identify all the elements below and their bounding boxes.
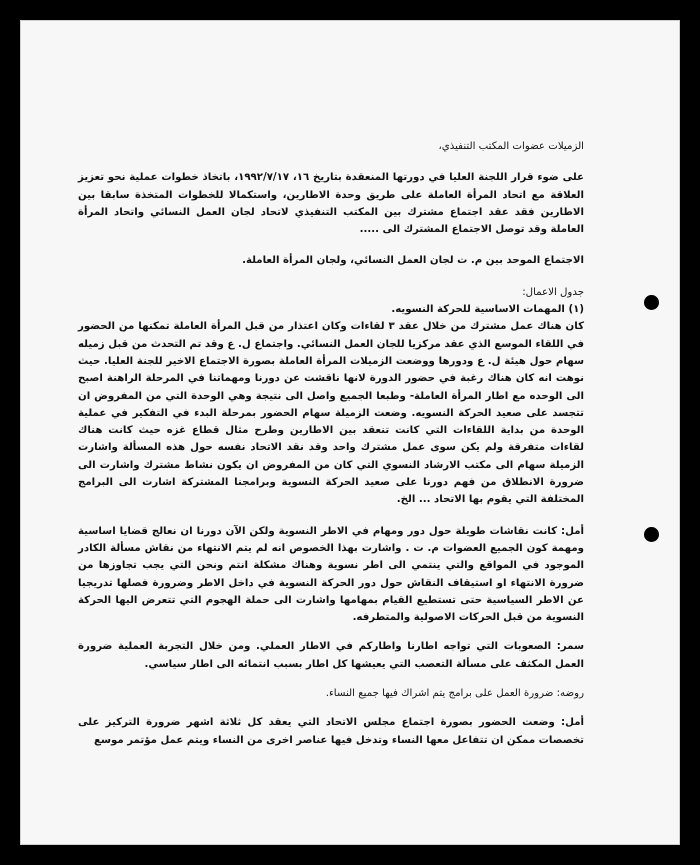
salutation: الزميلات عضوات المكتب التنفيذي، [438,141,584,152]
intro-paragraph: على ضوء قرار اللجنة العليا في دورتها المنعقدة بتاريخ ١٦، ١٩٩٢/٧/١٧، باتخاذ خطوات عملية نحو تعزيز العلاقة مع اتحاد المرأة العاملة على طريق وحدة الاطارين، واستكمالا للخطوات المتخذة سابقا بين الاطارين فقد عقد اجتماع مشترك بين المكتب التنفيذي لاتحاد لجان العمل النسائي واتحاد المرأة العاملة وقد توصل الاجتماع المشترك الى ..... [78,172,585,236]
meeting-line: الاجتماع الموحد بين م. ت لجان العمل النسائي، ولجان المرأة العاملة. [242,255,584,267]
agenda-item-1: (١) المهمات الاساسية للحركة النسويه. [391,304,584,316]
samar-paragraph: سمر: الصعوبات التي تواجه اطارنا واطاركم في الاطار العملي. ومن خلال التجربة العملية ضرورة العمل المكثف على مسألة التعصب التي يعيشها كل اطار بسبب انتمائه الى اطار سياسي. [78,641,584,670]
document-page [20,20,680,845]
letter-body [78,138,584,749]
amal-paragraph-2: أمل: وضعت الحضور بصورة اجتماع مجلس الاتحاد التي يعقد كل ثلاثة اشهر ضرورة التركيز على تخصصات ممكن ان تتفاعل معها النساء وتدخل فيها عناصر اخرى من النساء ويتم عمل مؤتمر موسع [78,717,584,746]
punch-hole-top [644,295,659,310]
agenda-label: جدول الاعمال: [522,286,584,298]
rawda-paragraph: روضه: ضرورة العمل على برامج يتم اشراك فيها جميع النساء. [325,688,584,700]
amal-paragraph-1: أمل: كانت نقاشات طويلة حول دور ومهام في الاطر النسوية ولكن الآن دورنا ان نعالج قضايا اساسية ومهمة كون الجميع العضوات م. ت . واشارت بهذا الخصوص انه لم يتم الانتهاء من نقاش مسألة الكادر الموجود في المواقع والتي ينتمي الى اطر نسوية وهناك مشكلة انتم ونحن التي يجب تجاوزها من ضرورة الانتهاء او استيقاف النقاش حول دور الحركة النسوية في داخل الاطر وضرورة فصلها تدريجيا عن الاطر السياسية حتى تستطيع القيام بمهامها واشارت الى حملة الهجوم التي تتعرض اليها الحركة النسوية من قبل الحركات الاصولية والمتطرفه. [78,525,584,624]
punch-hole-bottom [644,527,659,542]
discussion-paragraph: كان هناك عمل مشترك من خلال عقد ٣ لقاءات وكان اعتذار من قبل المرأة العاملة تمكنها من الحضور في اللقاء الموسع الذي عقد مركزيا للجان العمل النسائي. واجتماع ل. ع وقد تم التحدث من قبل زميله سهام حول هيئة ل. ع ودورها ووضعت الزميلات المرأة العاملة بصورة الاجتماع الاخير للجنة العليا. حيث نوهت انه كان هناك رغبة في حضور الدورة لانها ناقشت عن دورنا ومهماتنا في المرحلة الراهنة اصبح الى الوحده مع اطار المرأة العاملة- وطبعا الجميع واصل الى نتيجة وهي الوحدة التي من المفروض ان تتجسد على صعيد الحركة النسويه. وضعت الزميلة سهام الحضور بمرحلة البدء في التفكير في عملية الوحدة من بداية اللقاءات التي كانت تنعقد بين الاطارين وطرح مثال قطاع غزه حيث كانت هناك لقاءات متفرقة ولم يكن سوى عمل مشترك واحد وقد نقد الاتحاد نفسه حول هذه المسألة واشارت الزميلة سهام الى مكتب الارشاد النسوي التي كان من المفروض ان يكون نشاط مشترك واشارت الى ضرورة الانطلاق من فهم دورنا على صعيد الحركة النسوية وبرامجنا المشتركة اشارت الى البرامج المختلفة التي يقوم بها الاتحاد ... الخ. [78,321,584,506]
